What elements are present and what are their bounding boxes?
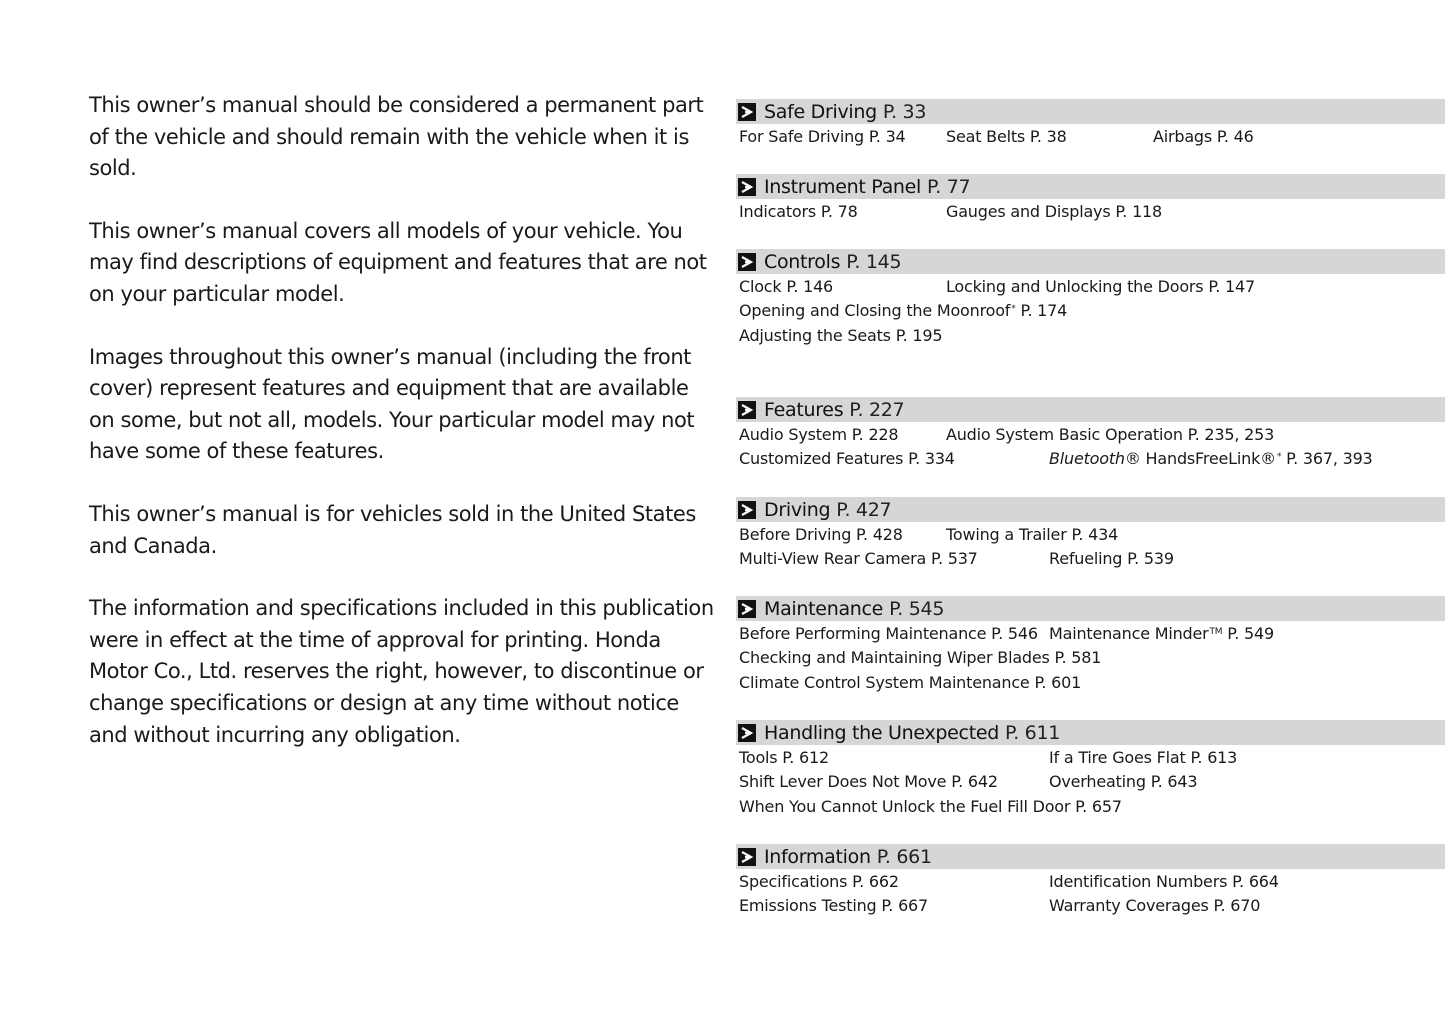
toc-link[interactable]: If a Tire Goes Flat P. 613 <box>1049 748 1238 767</box>
toc-link[interactable]: Locking and Unlocking the Doors P. 147 <box>946 277 1255 296</box>
right-arrow-box-icon <box>738 178 756 196</box>
link-page: P. 367, 393 <box>1286 449 1373 469</box>
intro-paragraph: Images throughout this owner’s manual (including the front cover) represent features and equipment that are available on some, but not all, models. Your particular model may not have some of these features. <box>89 344 695 464</box>
section-title: Maintenance <box>764 597 884 620</box>
section-title: Driving <box>764 498 831 521</box>
toc-link[interactable]: Gauges and Displays P. 118 <box>946 202 1163 221</box>
toc-link[interactable]: Towing a Trailer P. 434 <box>946 525 1119 544</box>
section-title: Safe Driving <box>764 100 877 123</box>
right-arrow-box-icon <box>738 600 756 618</box>
right-arrow-box-icon <box>738 401 756 419</box>
toc-link[interactable]: When You Cannot Unlock the Fuel Fill Door P. 657 <box>739 796 1122 816</box>
link-page: P. 174 <box>1020 301 1068 321</box>
toc-section-safe-driving <box>736 99 1445 149</box>
toc-link[interactable]: Indicators P. 78 <box>739 202 858 221</box>
toc-link[interactable]: Climate Control System Maintenance P. 601 <box>739 672 1082 692</box>
toc-link[interactable] <box>1049 447 1373 471</box>
intro-paragraph: This owner’s manual is for vehicles sold in the United States and Canada. <box>89 501 696 558</box>
trademark-mark: TM <box>1209 627 1223 637</box>
toc-link[interactable] <box>739 299 1067 323</box>
section-page: P. 145 <box>846 250 902 273</box>
toc-link[interactable]: Tools P. 612 <box>739 748 829 767</box>
link-text: Maintenance Minder <box>1049 624 1209 643</box>
toc-link[interactable]: Shift Lever Does Not Move P. 642 <box>739 772 998 792</box>
right-arrow-box-icon <box>738 848 756 866</box>
toc-section-instrument-panel <box>736 174 1445 224</box>
section-page: P. 661 <box>876 845 932 868</box>
link-text: ® HandsFreeLink® <box>1124 449 1276 469</box>
intro-paragraph: This owner’s manual covers all models of your vehicle. You may find descriptions of equipment and features that are not on your particular model. <box>89 218 707 306</box>
toc-link[interactable]: Seat Belts P. 38 <box>946 127 1067 146</box>
section-page: P. 611 <box>1005 721 1061 744</box>
toc-link[interactable]: Audio System Basic Operation P. 235, 253 <box>946 425 1275 444</box>
toc-link[interactable]: Refueling P. 539 <box>1049 549 1174 569</box>
section-page: P. 33 <box>882 100 927 123</box>
section-header[interactable] <box>736 174 1445 199</box>
toc-section-features <box>736 397 1445 472</box>
link-text: Opening and Closing the Moonroof <box>739 301 1011 321</box>
section-page: P. 545 <box>889 597 945 620</box>
toc-link[interactable]: Overheating P. 643 <box>1049 772 1198 792</box>
toc-section-information <box>736 844 1445 919</box>
section-page: P. 427 <box>836 498 892 521</box>
link-text-italic: Bluetooth <box>1049 449 1125 469</box>
right-arrow-box-icon <box>738 103 756 121</box>
toc-link[interactable]: Clock P. 146 <box>739 277 834 296</box>
toc-link[interactable]: Identification Numbers P. 664 <box>1049 872 1279 891</box>
section-page: P. 77 <box>927 175 971 198</box>
section-title: Controls <box>764 250 841 273</box>
toc-link[interactable]: Warranty Coverages P. 670 <box>1049 896 1261 916</box>
toc-link[interactable] <box>1049 622 1274 646</box>
toc-link[interactable]: Customized Features P. 334 <box>739 449 955 469</box>
section-title: Instrument Panel <box>764 175 922 198</box>
section-title: Features <box>764 398 844 421</box>
toc-section-driving <box>736 497 1445 572</box>
toc-link[interactable]: Multi-View Rear Camera P. 537 <box>739 549 978 569</box>
right-arrow-box-icon <box>738 253 756 271</box>
toc-link[interactable]: Adjusting the Seats P. 195 <box>739 325 943 345</box>
section-header[interactable] <box>736 397 1445 422</box>
toc-link[interactable]: Audio System P. 228 <box>739 425 899 444</box>
intro-paragraph: This owner’s manual should be considered a permanent part of the vehicle and should remain with the vehicle when it is sold. <box>89 93 704 181</box>
section-header[interactable] <box>736 99 1445 124</box>
section-header[interactable] <box>736 596 1445 621</box>
section-header[interactable] <box>736 844 1445 869</box>
toc-section-controls <box>736 249 1445 348</box>
intro-paragraph: The information and specifications included in this publication were in effect at the time of approval for printing. Honda Motor Co., Ltd. reserves the right, however, to discontinue or change specifications or design at any time without notice and without incurring any obligation. <box>89 596 714 747</box>
toc-section-maintenance <box>736 596 1445 695</box>
section-header[interactable] <box>736 720 1445 745</box>
section-page: P. 227 <box>849 398 905 421</box>
right-arrow-box-icon <box>738 724 756 742</box>
toc-section-handling-unexpected <box>736 720 1445 819</box>
toc-link[interactable]: Before Performing Maintenance P. 546 <box>739 624 1038 643</box>
link-page: P. 549 <box>1227 624 1274 643</box>
toc-link[interactable]: Specifications P. 662 <box>739 872 899 891</box>
section-header[interactable] <box>736 497 1445 522</box>
section-header[interactable] <box>736 249 1445 274</box>
section-title: Information <box>764 845 871 868</box>
footnote-mark: * <box>1011 304 1016 315</box>
footnote-mark: * <box>1276 452 1282 463</box>
toc-link[interactable]: For Safe Driving P. 34 <box>739 127 906 146</box>
intro-text <box>89 90 717 782</box>
toc-link[interactable]: Emissions Testing P. 667 <box>739 896 929 916</box>
toc-link[interactable]: Before Driving P. 428 <box>739 525 903 544</box>
section-title: Handling the Unexpected <box>764 721 999 744</box>
right-arrow-box-icon <box>738 501 756 519</box>
toc-link[interactable]: Checking and Maintaining Wiper Blades P. 581 <box>739 648 1102 668</box>
toc-link[interactable]: Airbags P. 46 <box>1153 127 1254 146</box>
